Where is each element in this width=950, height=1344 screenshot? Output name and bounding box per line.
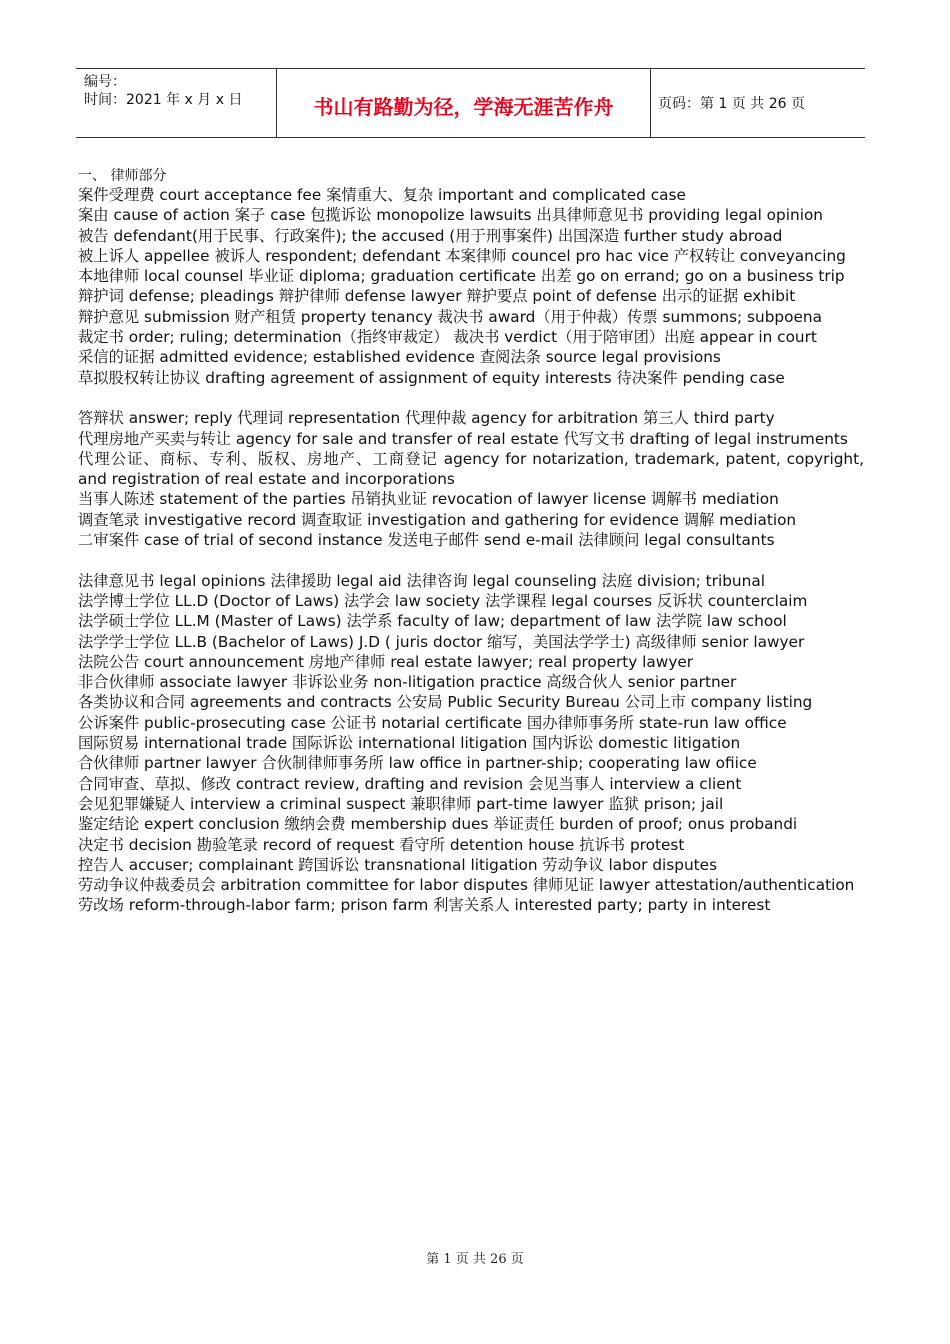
page-header xyxy=(76,68,865,138)
section-title: 一、 律师部分 xyxy=(78,168,167,184)
glossary-line: 法学博士学位 LL.D (Doctor of Laws) 法学会 law society 法学课程 legal courses 反诉状 counterclaim xyxy=(78,591,808,610)
glossary-line: 鉴定结论 expert conclusion 缴纳会费 membership dues 举证责任 burden of proof; onus probandi xyxy=(78,815,798,834)
header-motto: 书山有路勤为径，学海无涯苦作舟 xyxy=(313,95,614,119)
glossary-line xyxy=(78,550,864,570)
glossary-line: 控告人 accuser; complainant 跨国诉讼 transnational litigation 劳动争议 labor disputes xyxy=(78,855,718,874)
glossary-line: 决定书 decision 勘验笔录 record of request 看守所 detention house 抗诉书 protest xyxy=(78,835,685,854)
glossary-line: 会见犯罪嫌疑人 interview a criminal suspect 兼职律师 part-time lawyer 监狱 prison; jail xyxy=(78,794,724,813)
glossary-line: 案件受理费 court acceptance fee 案情重大、复杂 important and complicated case xyxy=(78,186,686,204)
glossary-line: 采信的证据 admitted evidence; established evidence 查阅法条 source legal provisions xyxy=(78,348,721,367)
glossary-line: 案由 cause of action 案子 case 包揽诉讼 monopolize lawsuits 出具律师意见书 providing legal opinion xyxy=(78,206,823,225)
glossary-line: 劳改场 reform-through-labor farm; prison farm 利害关系人 interested party; party in interest xyxy=(78,896,771,915)
glossary-line: 本地律师 local counsel 毕业证 diploma; graduation certificate 出差 go on errand; go on a business trip xyxy=(78,267,845,286)
glossary-line: 合伙律师 partner lawyer 合伙制律师事务所 law office in partner-ship; cooperating law ofiice xyxy=(78,754,757,773)
glossary-line: 法学硕士学位 LL.M (Master of Laws) 法学系 faculty of law; department of law 法学院 law school xyxy=(78,612,787,631)
glossary-line: 非合伙律师 associate lawyer 非诉讼业务 non-litigation practice 高级合伙人 senior partner xyxy=(78,673,737,692)
document-body xyxy=(78,167,864,916)
header-motto-cell xyxy=(276,69,651,137)
glossary-line: 法学学士学位 LL.B (Bachelor of Laws) J.D ( juris doctor 缩写，美国法学学士) 高级律师 senior lawyer xyxy=(78,632,805,651)
glossary-line: 被上诉人 appellee 被诉人 respondent; defendant 本案律师 councel pro hac vice 产权转让 conveyancing xyxy=(78,246,846,265)
glossary-line: 辩护意见 submission 财产租赁 property tenancy 裁决书 award（用于仲裁）传票 summons; subpoena xyxy=(78,307,822,326)
glossary-line: 各类协议和合同 agreements and contracts 公安局 Public Security Bureau 公司上市 company listing xyxy=(78,693,813,712)
glossary-line: 辩护词 defense; pleadings 辩护律师 defense lawyer 辩护要点 point of defense 出示的证据 exhibit xyxy=(78,287,796,306)
header-page-number: 页码：第 1 页 共 26 页 xyxy=(658,96,805,112)
glossary-line: 法律意见书 legal opinions 法律援助 legal aid 法律咨询 legal counseling 法庭 division; tribunal xyxy=(78,571,765,590)
glossary-line: 法院公告 court announcement 房地产律师 real estate lawyer; real property lawyer xyxy=(78,652,694,671)
header-page-cell xyxy=(650,69,865,137)
glossary-line: 代理公证、商标、专利、版权、房地产、工商登记 agency for notarization, trademark, patent, copyright, and registration of real estate and incorporations xyxy=(78,449,864,489)
glossary-line: 调查笔录 investigative record 调查取证 investigation and gathering for evidence 调解 mediation xyxy=(78,510,797,529)
glossary-line: 国际贸易 international trade 国际诉讼 international litigation 国内诉讼 domestic litigation xyxy=(78,734,741,753)
glossary-line: 合同审查、草拟、修改 contract review, drafting and revision 会见当事人 interview a client xyxy=(78,774,742,793)
glossary-line: 裁定书 order; ruling; determination（指终审裁定） 裁决书 verdict（用于陪审团）出庭 appear in court xyxy=(78,328,817,347)
glossary-lines xyxy=(78,185,864,916)
glossary-line: 草拟股权转让协议 drafting agreement of assignment of equity interests 待决案件 pending case xyxy=(78,368,785,387)
glossary-line: 答辩状 answer; reply 代理词 representation 代理仲裁 agency for arbitration 第三人 third party xyxy=(78,409,775,428)
glossary-line: 代理房地产买卖与转让 agency for sale and transfer of real estate 代写文书 drafting of legal instruments xyxy=(78,429,848,448)
header-meta-cell xyxy=(76,69,276,137)
glossary-line: 二审案件 case of trial of second instance 发送电子邮件 send e-mail 法律顾问 legal consultants xyxy=(78,531,775,550)
page-footer: 第 1 页 共 26 页 xyxy=(426,1252,524,1267)
document-number-label: 编号： xyxy=(84,74,126,90)
glossary-line xyxy=(78,388,864,408)
glossary-line: 当事人陈述 statement of the parties 吊销执业证 revocation of lawyer license 调解书 mediation xyxy=(78,490,779,509)
glossary-line: 劳动争议仲裁委员会 arbitration committee for labor disputes 律师见证 lawyer attestation/authentication xyxy=(78,876,855,895)
glossary-line: 公诉案件 public-prosecuting case 公证书 notarial certificate 国办律师事务所 state-run law office xyxy=(78,713,787,732)
glossary-line: 被告 defendant(用于民事、行政案件); the accused (用于刑事案件) 出国深造 further study abroad xyxy=(78,226,783,245)
document-date-label: 时间：2021 年 x 月 x 日 xyxy=(84,92,243,108)
